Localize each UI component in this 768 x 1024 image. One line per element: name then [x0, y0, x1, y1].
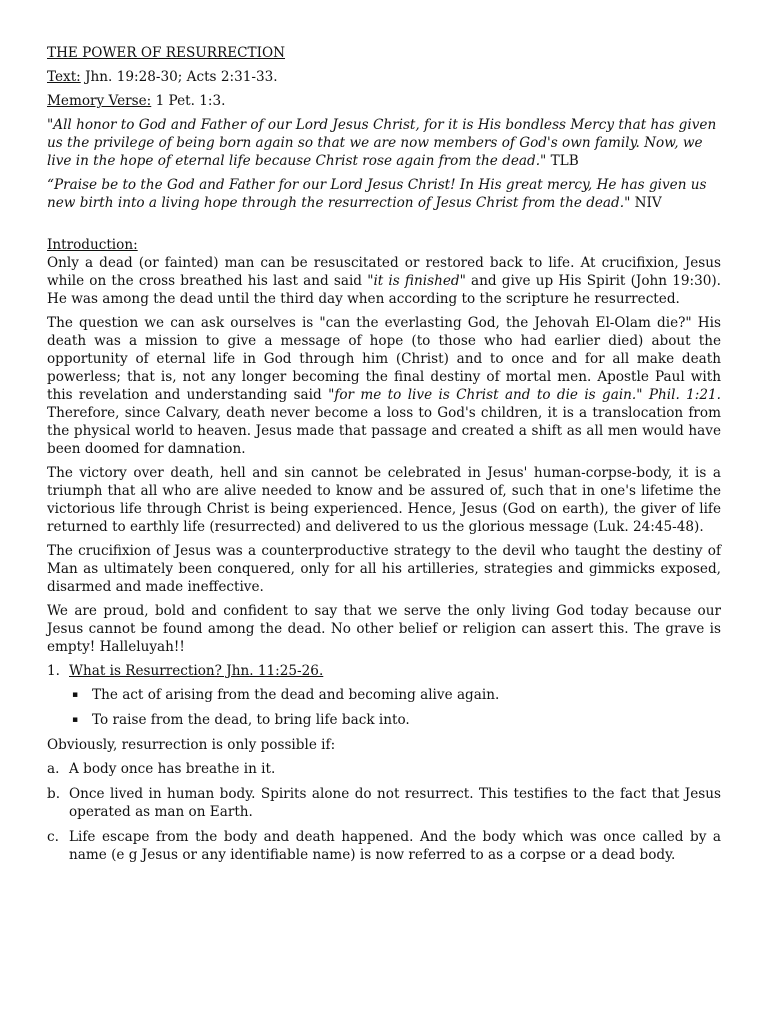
condition-text: Once lived in human body. Spirits alone do not resurrect. This testifies to the fact that Jesus operated as man on Earth.: [69, 786, 721, 820]
introduction-heading: Introduction:: [47, 237, 138, 253]
quote-tlb-version: TLB: [546, 153, 579, 169]
intro-p1-quote: "it is finished": [367, 273, 466, 289]
text-value: Jhn. 19:28-30; Acts 2:31-33.: [85, 69, 278, 85]
intro-paragraph-1: [47, 254, 721, 308]
list-item-text: To raise from the dead, to bring life back into.: [92, 712, 410, 728]
memory-verse-label: Memory Verse:: [47, 93, 152, 109]
conditions-lead: Obviously, resurrection is only possible if:: [47, 737, 336, 753]
square-bullet-icon: ▪: [72, 715, 79, 725]
memory-verse: [47, 92, 721, 110]
quote-niv: [47, 176, 721, 212]
document-title: THE POWER OF RESURRECTION: [47, 45, 286, 61]
text-reference: [47, 68, 721, 86]
definition-list: [47, 686, 721, 729]
condition-letter: b.: [47, 786, 61, 802]
list-item-text: The act of arising from the dead and becoming alive again.: [92, 687, 500, 703]
intro-p2-quote: "for me to live is Christ and to die is gain." Phil. 1:21.: [328, 387, 721, 403]
intro-paragraph-4: The crucifixion of Jesus was a counterproductive strategy to the devil who taught the destiny of Man as ultimately been conquered, only for all his artilleries, strategies and gimmicks exposed, disarmed and made ineffective.: [47, 543, 721, 595]
list-item: [72, 711, 721, 729]
condition-item: [47, 828, 721, 864]
intro-p1-text-b: and give up His Spirit (John 19:30). He was among the dead until the third day when according to the scripture he resurrected.: [47, 273, 721, 307]
intro-paragraph-3: The victory over death, hell and sin cannot be celebrated in Jesus' human-corpse-body, it is a triumph that all who are alive needed to know and be assured of, such that in one's lifetime the victorious life through Christ is being experienced. Hence, Jesus (God on earth), the giver of life returned to earthly life (resurrected) and delivered to us the glorious message (Luk. 24:45-48).: [47, 465, 721, 535]
intro-p2-text-a: The question we can ask ourselves is "can the everlasting God, the Jehovah El-Olam die?" His death was a mission to give a message of hope (to those who had earlier died) about the opportunity of eternal life in God through him (Christ) and to once and for all make death powerless; that is, not any longer becoming the final destiny of mortal men. Apostle Paul with this revelation and understanding said: [47, 315, 721, 403]
intro-paragraph-2: [47, 314, 721, 458]
list-item: [72, 686, 721, 704]
condition-letter: a.: [47, 761, 60, 777]
condition-text: Life escape from the body and death happened. And the body which was once called by a name (e g Jesus or any identifiable name) is now referred to as a corpse or a dead body.: [69, 829, 721, 863]
intro-p2-text-b: Therefore, since Calvary, death never become a loss to God's children, it is a translocation from the physical world to heaven. Jesus made that passage and created a shift as all men would have been doomed for damnation.: [47, 405, 721, 457]
memory-verse-value: 1 Pet. 1:3.: [155, 93, 226, 109]
section-number: 1.: [47, 663, 60, 679]
condition-text: A body once has breathe in it.: [69, 761, 276, 777]
text-label: Text:: [47, 69, 81, 85]
condition-item: [47, 785, 721, 821]
intro-paragraph-5: We are proud, bold and confident to say that we serve the only living God today because our Jesus cannot be found among the dead. No other belief or religion can assert this. The grave is empty! Halleluyah!!: [47, 603, 721, 655]
quote-tlb: [47, 116, 721, 170]
condition-item: [47, 760, 721, 778]
intro-p1-text-a: Only a dead (or fainted) man can be resuscitated or restored back to life. At crucifixion, Jesus while on the cross breathed his last and said: [47, 255, 721, 289]
condition-letter: c.: [47, 829, 59, 845]
quote-niv-text: “Praise be to the God and Father for our Lord Jesus Christ! In His great mercy, He has given us new birth into a living hope through the resurrection of Jesus Christ from the dead.": [47, 177, 707, 211]
quote-niv-version: NIV: [630, 195, 662, 211]
quote-tlb-text: "All honor to God and Father of our Lord Jesus Christ, for it is His bondless Mercy that has given us the privilege of being born again so that we are now members of God's own family. Now, we live in the hope of eternal life because Christ rose again from the dead.": [47, 117, 717, 169]
section-heading: [47, 662, 721, 680]
square-bullet-icon: ▪: [72, 690, 79, 700]
section-title: What is Resurrection? Jhn. 11:25-26.: [69, 663, 324, 679]
